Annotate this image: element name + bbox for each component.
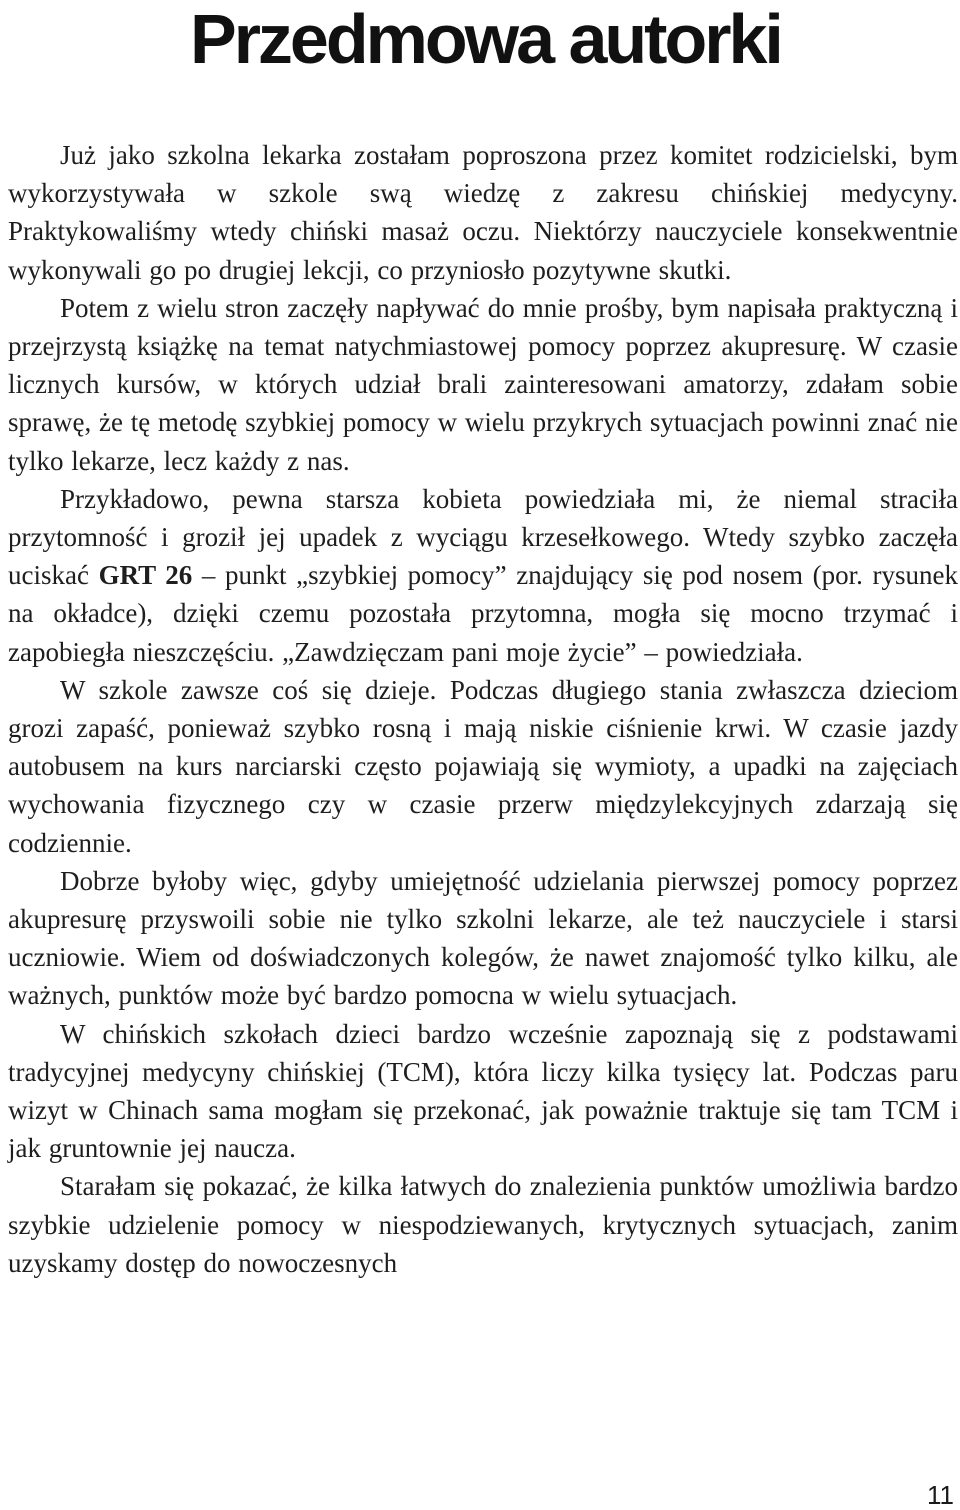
page-title: Przedmowa autorki: [190, 0, 781, 78]
point-code: GRT 26: [98, 560, 193, 591]
paragraph: W szkole zawsze coś się dzieje. Podczas długiego stania zwłaszcza dzieciom grozi zapaść, ponieważ szybko rosną i mają niskie ciśnienie krwi. W czasie jazdy autobusem na kurs narciarski często pojawiają się wymioty, a upadki na zajęciach wychowania fizycznego czy w czasie przerw międzylekcyjnych zdarzają się codziennie.: [8, 674, 958, 858]
paragraph: Dobrze byłoby więc, gdyby umiejętność udzielania pierwszej pomocy poprzez akupresurę przyswoili sobie nie tylko szkolni lekarze, ale też nauczyciele i starsi uczniowie. Wiem od doświadczonych kolegów, że nawet znajomość tylko kilku, ale ważnych, punktów może być bardzo pomocna w wielu sytuacjach.: [8, 865, 958, 1011]
paragraph-text: Przykładowo, pewna starsza kobieta powiedziała mi, że niemal straciła przytomność i groził jej upadek z wyciągu krzesełkowego. Wtedy szybko zaczęła uciskać: [8, 483, 958, 591]
page-number: 11: [927, 1480, 954, 1510]
paragraph: [8, 480, 958, 671]
body-text: [8, 136, 958, 1282]
paragraph: Już jako szkolna lekarka zostałam poproszona przez komitet rodzicielski, bym wykorzystywała w szkole swą wiedzę z zakresu chińskiej medycyny. Praktykowaliśmy wtedy chiński masaż oczu. Niektórzy nauczyciele konsekwentnie wykonywali go po drugiej lekcji, co przyniosło pozytywne skutki.: [8, 140, 958, 285]
paragraph: W chińskich szkołach dzieci bardzo wcześnie zapoznają się z podstawami tradycyjnej medycyny chińskiej (TCM), która liczy kilka tysięcy lat. Podczas paru wizyt w Chinach sama mogłam się przekonać, jak poważnie traktuje się tam TCM i jak gruntownie jej naucza.: [8, 1018, 958, 1164]
paragraph: Potem z wielu stron zaczęły napływać do mnie prośby, bym napisała praktyczną i przejrzystą książkę na temat natychmiastowej pomocy poprzez akupresurę. W czasie licznych kursów, w których udział brali zainteresowani amatorzy, zdałam sobie sprawę, że tę metodę szybkiej pomocy w wielu przykrych sytuacjach powinni znać nie tylko lekarze, lecz każdy z nas.: [8, 292, 958, 476]
paragraph-text: – punkt „szybkiej pomocy” znajdujący się pod nosem (por. rysunek na okładce), dzięki czemu pozostała przytomna, mogła się mocno trzymać i zapobiegła nieszczęściu. „Zawdzięczam pani moje życie” – powiedziała.: [8, 560, 958, 667]
paragraph: Starałam się pokazać, że kilka łatwych do znalezienia punktów umożliwia bardzo szybkie udzielenie pomocy w niespodziewanych, krytycznych sytuacjach, zanim uzyskamy dostęp do nowoczesnych: [8, 1171, 958, 1278]
